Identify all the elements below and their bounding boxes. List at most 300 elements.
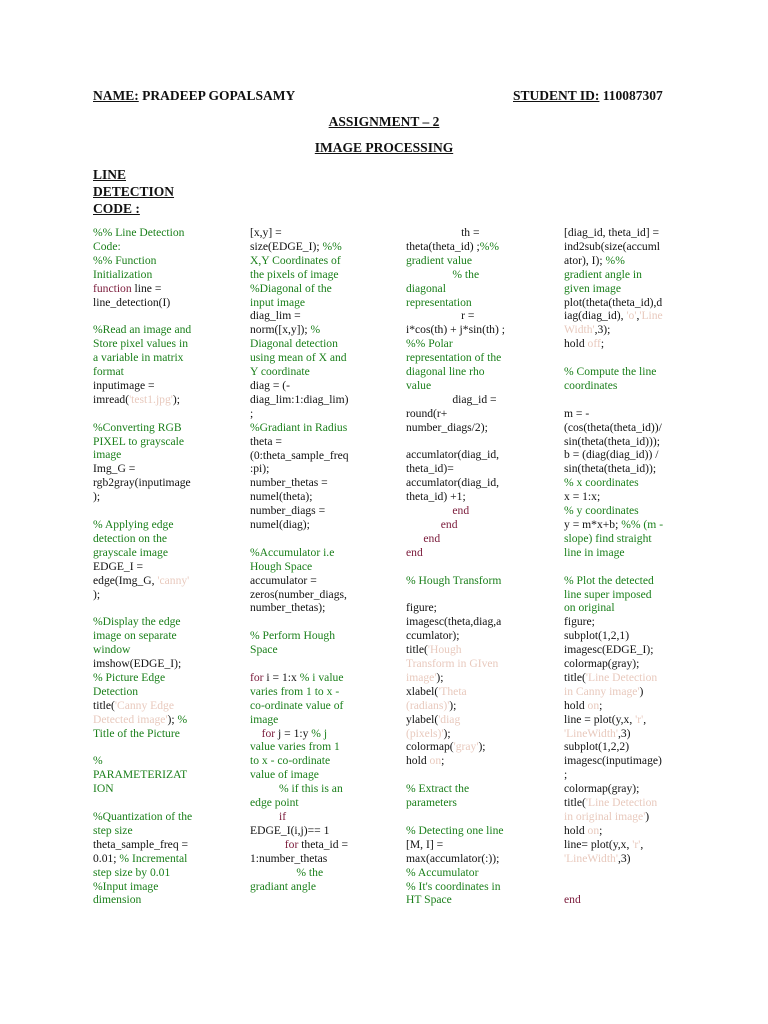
code-token: figure;: [406, 601, 437, 615]
code-token: diag_lim:1:diag_lim): [250, 392, 349, 406]
code-token: %Gradiant in Radius: [250, 420, 348, 434]
code-line: [564, 407, 704, 421]
code-line: [250, 254, 390, 268]
code-line: [564, 740, 704, 754]
code-token: end: [440, 518, 458, 532]
code-token: );: [167, 712, 178, 726]
code-line: [250, 629, 390, 643]
code-token: 'gray': [453, 740, 479, 754]
code-line: [93, 296, 235, 310]
code-token: theta_id)=: [406, 462, 454, 476]
code-token: edge(Img_G,: [93, 573, 158, 587]
code-token: a variable in matrix: [93, 351, 184, 365]
code-line: [406, 226, 551, 240]
code-token: 'diag: [438, 712, 461, 726]
code-token: i*cos(th) + j*sin(th) ;: [406, 323, 505, 337]
code-line: [93, 504, 235, 518]
code-token: plot(theta(theta_id),d: [564, 295, 663, 309]
code-token: % Incremental: [119, 851, 188, 865]
code-line: [93, 282, 235, 296]
code-line: [406, 560, 551, 574]
code-line: [406, 796, 551, 810]
code-token: xlabel(: [406, 684, 439, 698]
code-token: off: [587, 337, 601, 351]
code-token: line =: [131, 281, 162, 295]
code-line: [564, 643, 704, 657]
code-line: [564, 824, 704, 838]
code-line: [250, 407, 390, 421]
code-token: % Picture Edge: [93, 670, 166, 684]
code-column-1: [93, 226, 235, 907]
code-line: [250, 226, 390, 240]
code-token: %% (m -: [621, 518, 664, 531]
code-token: ;: [599, 823, 603, 837]
code-token: );: [443, 726, 451, 740]
code-token: EDGE_I =: [93, 559, 144, 573]
code-token: colormap(: [406, 740, 454, 754]
code-line: [93, 671, 235, 685]
code-line: [93, 309, 235, 323]
code-line: [406, 740, 551, 754]
code-line: [564, 782, 704, 796]
code-line: [250, 643, 390, 657]
code-token: ,: [636, 309, 640, 323]
section-title-line: LINE: [93, 167, 127, 182]
code-token: [250, 866, 296, 879]
code-line: [564, 615, 704, 629]
code-line: [93, 893, 235, 907]
code-line: [250, 560, 390, 574]
code-token: line= plot(y,x,: [564, 837, 633, 851]
code-line: [406, 476, 551, 490]
code-token: 'r': [632, 837, 641, 851]
code-token: ): [639, 684, 644, 698]
code-line: [406, 296, 551, 310]
code-line: [250, 782, 390, 796]
code-token: (pixels)': [406, 726, 444, 740]
code-token: format: [93, 365, 124, 379]
code-line: [564, 699, 704, 713]
code-line: [564, 685, 704, 699]
code-token: % Hough Transform: [406, 573, 502, 587]
code-line: [406, 768, 551, 782]
code-token: ;: [600, 337, 605, 351]
code-token: number_diags/2);: [406, 420, 488, 434]
code-token: number_thetas);: [250, 601, 326, 615]
code-token: :pi);: [250, 462, 270, 476]
code-token: accumlator(diag_id,: [406, 448, 500, 462]
code-token: % y coordinates: [564, 504, 639, 518]
code-token: window: [93, 643, 131, 657]
code-token: 'Line Detection: [585, 670, 658, 684]
code-token: 'Canny Edge: [114, 698, 174, 712]
code-line: [250, 796, 390, 810]
code-line: [564, 838, 704, 852]
code-token: ,3): [617, 851, 631, 865]
section-title-line: DETECTION: [93, 184, 175, 199]
student-name: [93, 88, 295, 104]
code-line: [250, 296, 390, 310]
code-line: [406, 601, 551, 615]
code-line: [250, 449, 390, 463]
code-line: [564, 421, 704, 435]
code-line: [93, 601, 235, 615]
code-token: rgb2gray(inputimage: [93, 476, 191, 490]
code-token: co-ordinate value of: [250, 698, 344, 712]
code-line: [564, 754, 704, 768]
code-line: [250, 323, 390, 337]
code-token: );: [449, 698, 457, 712]
code-token: if: [278, 810, 287, 824]
code-token: b = (diag(diag_id)) /: [564, 448, 659, 462]
code-token: dimension: [93, 893, 142, 907]
code-token: numel(diag);: [250, 518, 310, 532]
code-token: EDGE_I(i,j)== 1: [250, 823, 330, 837]
code-line: [406, 671, 551, 685]
code-line: [93, 866, 235, 880]
code-token: step size: [93, 823, 133, 837]
code-line: [93, 476, 235, 490]
code-token: %% Function: [93, 253, 157, 267]
code-line: [250, 337, 390, 351]
code-line: [250, 518, 390, 532]
code-line: [564, 671, 704, 685]
code-line: [564, 588, 704, 602]
code-token: 0.01;: [93, 851, 120, 865]
code-line: [564, 796, 704, 810]
code-token: );: [172, 392, 180, 406]
code-line: [250, 282, 390, 296]
code-line: [564, 601, 704, 615]
code-line: [250, 880, 390, 894]
code-token: );: [478, 740, 486, 754]
code-line: [93, 393, 235, 407]
code-token: colormap(gray);: [564, 657, 640, 671]
code-token: Title of the Picture: [93, 726, 180, 740]
code-token: r =: [406, 309, 475, 323]
code-line: [93, 254, 235, 268]
code-line: [406, 754, 551, 768]
code-token: PIXEL to grayscale: [93, 434, 185, 448]
code-token: hold: [406, 754, 430, 768]
code-line: [250, 476, 390, 490]
code-line: [93, 518, 235, 532]
code-line: [406, 852, 551, 866]
code-token: %: [93, 754, 103, 768]
code-line: [564, 282, 704, 296]
code-token: %% Polar: [406, 337, 453, 351]
code-token: edge point: [250, 796, 299, 810]
code-token: theta(theta_id) ;: [406, 239, 480, 253]
code-line: [93, 615, 235, 629]
code-token: subplot(1,2,2): [564, 740, 630, 754]
code-token: );: [436, 670, 444, 684]
code-token: ator), I);: [564, 253, 606, 267]
code-line: [93, 824, 235, 838]
code-token: %% Line Detection: [93, 226, 185, 239]
code-line: [250, 504, 390, 518]
code-line: [93, 226, 235, 240]
code-line: [406, 240, 551, 254]
code-token: value of image: [250, 768, 319, 782]
code-line: [564, 574, 704, 588]
code-token: % Applying edge: [93, 517, 174, 531]
code-token: %Converting RGB: [93, 420, 182, 434]
code-token: coordinates: [564, 378, 618, 392]
code-line: [250, 351, 390, 365]
code-token: 1:number_thetas: [250, 851, 328, 865]
code-line: [406, 588, 551, 602]
code-token: % the: [452, 267, 480, 281]
code-token: 'o': [626, 309, 637, 323]
code-line: [250, 685, 390, 699]
code-line: [564, 309, 704, 323]
code-line: [564, 629, 704, 643]
code-line: [564, 240, 704, 254]
code-token: grayscale image: [93, 545, 168, 559]
code-line: [406, 351, 551, 365]
code-token: varies from 1 to x -: [250, 684, 340, 698]
code-line: [250, 462, 390, 476]
code-token: on: [587, 823, 600, 837]
code-token: line_detection(I): [93, 295, 171, 309]
code-line: [250, 671, 390, 685]
code-line: [250, 435, 390, 449]
code-line: [93, 574, 235, 588]
code-token: for: [250, 670, 264, 684]
code-token: %Input image: [93, 879, 159, 893]
code-token: ,3);: [594, 323, 611, 337]
code-token: 'Hough: [427, 643, 462, 657]
code-line: [250, 309, 390, 323]
code-token: [250, 782, 279, 795]
code-line: [250, 490, 390, 504]
code-token: number_diags =: [250, 504, 326, 518]
code-line: [564, 713, 704, 727]
assignment-title: ASSIGNMENT – 2: [328, 114, 440, 129]
code-token: diag = (-: [250, 378, 291, 392]
code-token: [x,y] =: [250, 226, 282, 239]
code-token: %Diagonal of the: [250, 281, 332, 295]
code-line: [406, 727, 551, 741]
code-token: Initialization: [93, 267, 153, 281]
code-token: % Accumulator: [406, 865, 479, 879]
code-token: % Detecting one line: [406, 823, 504, 837]
code-line: [564, 351, 704, 365]
code-token: theta_id =: [298, 837, 348, 851]
code-line: [406, 435, 551, 449]
code-line: [564, 462, 704, 476]
code-line: [406, 838, 551, 852]
code-line: [564, 768, 704, 782]
code-line: [93, 754, 235, 768]
code-token: round(r+: [406, 406, 448, 420]
name-label: NAME:: [93, 88, 139, 103]
code-line: [406, 713, 551, 727]
code-token: image: [93, 448, 122, 462]
code-line: [93, 796, 235, 810]
code-token: number_thetas =: [250, 476, 328, 490]
code-token: given image: [564, 281, 621, 295]
code-line: [406, 407, 551, 421]
code-line: [250, 379, 390, 393]
code-token: sin(theta(theta_id)));: [564, 434, 660, 448]
code-token: diagonal: [406, 281, 446, 295]
code-line: [250, 421, 390, 435]
code-token: ;: [250, 406, 254, 420]
code-line: [564, 435, 704, 449]
section-title-line: CODE :: [93, 201, 140, 216]
code-token: ylabel(: [406, 712, 439, 726]
code-token: %%: [479, 239, 500, 253]
code-line: [93, 351, 235, 365]
code-token: line = plot(y,x,: [564, 712, 636, 726]
code-line: [250, 768, 390, 782]
code-token: % Compute the line: [564, 365, 657, 379]
code-token: 'test1.jpg': [129, 392, 173, 406]
code-line: [406, 518, 551, 532]
code-line: [564, 476, 704, 490]
code-token: slope) find straight: [564, 531, 652, 545]
code-line: [250, 713, 390, 727]
code-token: 'r': [635, 712, 644, 726]
student-id-value: 110087307: [599, 88, 663, 103]
code-token: imread(: [93, 392, 130, 406]
code-token: hold: [564, 698, 588, 712]
code-column-2: [250, 226, 390, 893]
code-token: theta_id) +1;: [406, 490, 466, 504]
code-line: [93, 740, 235, 754]
code-token: title(: [564, 796, 586, 810]
code-token: %%: [322, 239, 342, 253]
code-line: [406, 490, 551, 504]
code-line: [564, 490, 704, 504]
code-token: % It's coordinates in: [406, 879, 501, 893]
code-token: ): [645, 810, 650, 824]
code-token: % if this is an: [278, 782, 343, 796]
code-line: [93, 448, 235, 462]
code-token: %Read an image and: [93, 323, 192, 337]
code-line: [93, 643, 235, 657]
code-line: [406, 546, 551, 560]
code-line: [93, 713, 235, 727]
code-line: [564, 880, 704, 894]
code-line: [406, 532, 551, 546]
code-token: 'canny': [157, 573, 190, 587]
code-token: imagesc(EDGE_I);: [564, 643, 654, 657]
code-token: ind2sub(size(accuml: [564, 239, 660, 253]
code-line: [564, 337, 704, 351]
code-token: title(: [406, 643, 428, 657]
code-token: max(accumlator(:));: [406, 851, 500, 865]
code-line: [564, 518, 704, 532]
code-line: [93, 629, 235, 643]
code-token: (radians)': [406, 698, 450, 712]
code-token: image on separate: [93, 629, 177, 643]
code-line: [564, 727, 704, 741]
code-line: [93, 782, 235, 796]
code-line: [93, 337, 235, 351]
code-line: [564, 365, 704, 379]
code-token: the pixels of image: [250, 267, 339, 281]
code-line: [406, 615, 551, 629]
code-token: step size by 0.01: [93, 865, 171, 879]
code-token: PARAMETERIZAT: [93, 768, 188, 782]
code-line: [93, 588, 235, 602]
code-line: [564, 254, 704, 268]
code-line: [406, 337, 551, 351]
code-token: Diagonal detection: [250, 337, 338, 351]
code-token: [406, 504, 452, 517]
code-token: theta =: [250, 434, 282, 448]
code-token: 'Line Detection: [585, 796, 658, 810]
code-token: norm([x,y]);: [250, 323, 311, 337]
code-token: Space: [250, 643, 278, 657]
code-line: [93, 768, 235, 782]
code-line: [93, 407, 235, 421]
code-line: [406, 421, 551, 435]
code-line: [406, 824, 551, 838]
code-line: [93, 560, 235, 574]
code-token: gradiant angle: [250, 879, 316, 893]
code-line: [250, 588, 390, 602]
code-token: accumulator =: [250, 573, 317, 587]
code-token: on original: [564, 601, 615, 615]
code-line: [406, 282, 551, 296]
code-token: diag_id =: [406, 392, 497, 406]
code-line: [250, 601, 390, 615]
code-token: %: [310, 323, 321, 337]
code-token: %%: [605, 253, 625, 267]
code-token: gradient angle in: [564, 267, 642, 281]
student-id-label: STUDENT ID:: [513, 88, 600, 103]
code-token: (0:theta_sample_freq: [250, 448, 349, 462]
code-line: [564, 866, 704, 880]
code-line: [406, 365, 551, 379]
code-line: [93, 490, 235, 504]
code-token: sin(theta(theta_id));: [564, 462, 657, 476]
code-token: to x - co-ordinate: [250, 754, 331, 768]
code-line: [250, 574, 390, 588]
code-token: gradient value: [406, 253, 472, 267]
code-token: 'Theta: [438, 684, 467, 698]
code-token: diagonal line rho: [406, 365, 485, 379]
code-line: [564, 296, 704, 310]
code-line: [250, 546, 390, 560]
code-token: ,: [643, 712, 647, 726]
code-token: Img_G =: [93, 462, 136, 476]
code-token: hold: [564, 823, 588, 837]
code-token: %Display the edge: [93, 615, 181, 629]
code-line: [406, 629, 551, 643]
code-line: [250, 727, 390, 741]
code-column-4: [564, 226, 704, 907]
code-token: input image: [250, 295, 306, 309]
code-token: Transform in GIven: [406, 657, 499, 671]
code-token: ION: [93, 782, 114, 796]
code-token: image: [250, 712, 279, 726]
code-token: ;: [564, 768, 568, 782]
code-token: [406, 532, 423, 545]
code-line: [250, 532, 390, 546]
code-token: representation: [406, 295, 472, 309]
code-line: [406, 657, 551, 671]
code-token: Store pixel values in: [93, 337, 188, 351]
code-line: [93, 727, 235, 741]
code-token: % j: [311, 726, 328, 740]
code-line: [564, 448, 704, 462]
code-token: 'Line: [639, 309, 663, 323]
